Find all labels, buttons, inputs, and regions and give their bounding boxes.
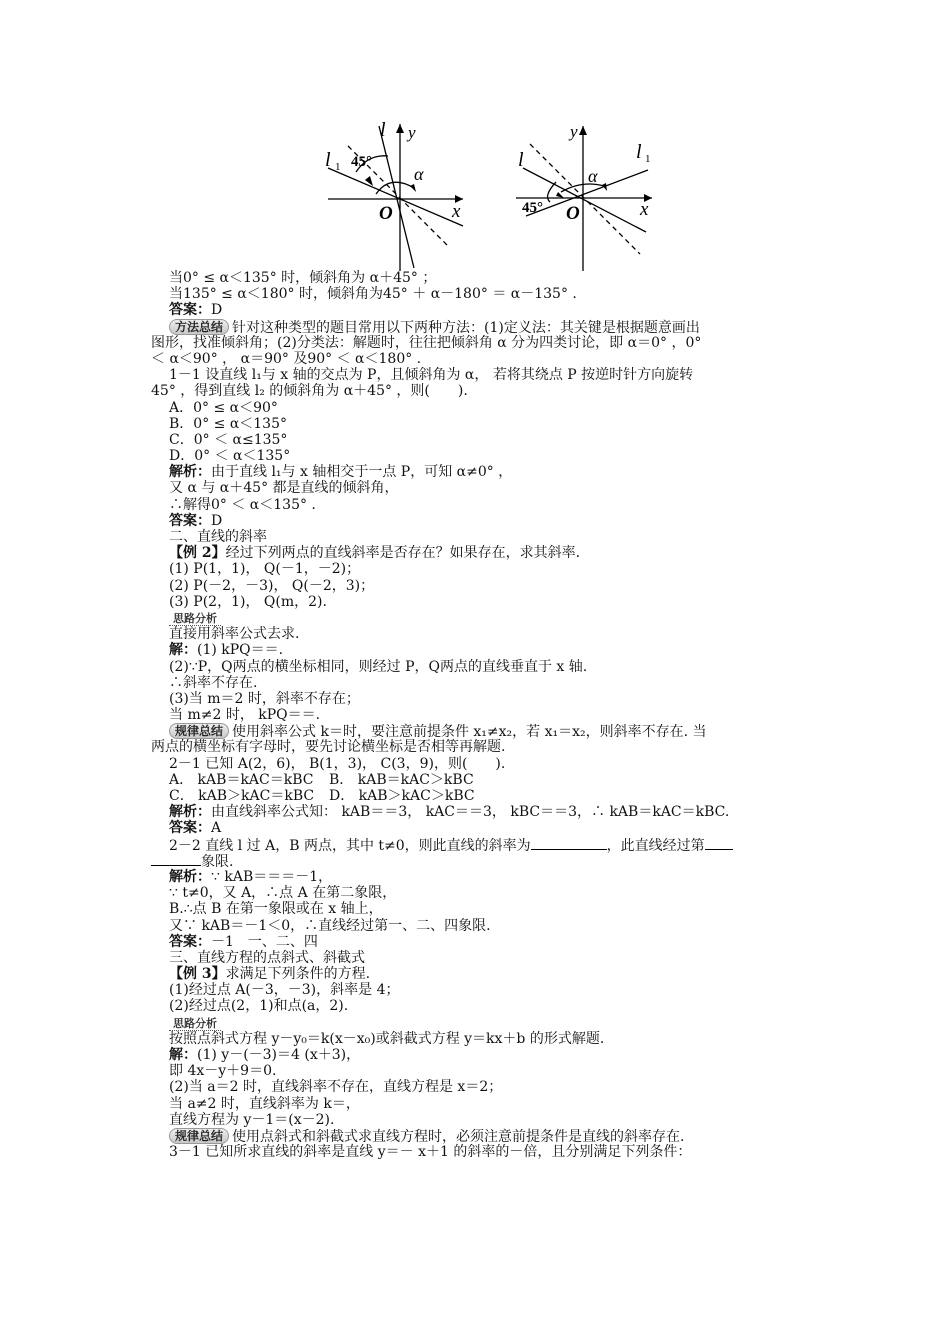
answer-value: －1 一、二、四: [211, 933, 318, 950]
left-alpha-label: α: [414, 164, 424, 184]
left-y-label: y: [408, 123, 416, 142]
fill-blank: [531, 837, 607, 850]
analysis-line: [169, 464, 819, 480]
left-l-label: l: [380, 119, 386, 141]
text-line: 当135° ≤ α＜180° 时，倾斜角为45° ＋ α－180° ＝ α－135° .: [169, 286, 577, 303]
exercise-line: 1－1 设直线 l₁与 x 轴的交点为 P，且倾斜角为 α， 若将其绕点 P 按逆时针方向旋转: [169, 367, 694, 384]
solution-text: (1) kPQ＝＝.: [197, 642, 284, 659]
answer-line: [169, 820, 819, 836]
answer-label: 答案：: [169, 302, 211, 319]
example-line: [169, 966, 819, 982]
right-dashed-line: [530, 144, 640, 254]
analysis-label: 解析：: [169, 868, 211, 885]
analysis-label: 解析：: [169, 464, 211, 481]
analysis-text: 由直线斜率公式知： kAB＝＝3， kAC＝＝3， kBC＝＝3，∴ kAB＝kAC＝kBC.: [211, 804, 730, 821]
section-heading: 二、直线的斜率: [169, 529, 267, 545]
rule-summary-text: 使用斜率公式 k＝时，要注意前提条件 x₁≠x₂，若 x₁＝x₂，则斜率不存在. 当: [232, 724, 707, 741]
option-b: B．0° ≤ α＜135°: [169, 415, 288, 432]
text-line: (2)当 a＝2 时，直线斜率不存在，直线方程是 x＝2；: [169, 1079, 503, 1096]
analysis-text: ∵ kAB＝＝＝－1，: [211, 868, 333, 885]
text-line: 按照点斜式方程 y－y₀＝k(x－x₀)或斜截式方程 y＝kx＋b 的形式解题.: [169, 1030, 605, 1047]
text-line: 又∵ kAB＝－1＜0，∴直线经过第一、二、四象限.: [169, 917, 491, 934]
text-line: 直线方程为 y－1＝(x－2).: [169, 1111, 335, 1128]
text-line: ∴斜率不存在.: [169, 674, 258, 691]
right-x-label: x: [640, 199, 649, 220]
right-line-l1: [526, 170, 648, 216]
solution-line: [169, 1047, 819, 1063]
options-row: [169, 772, 819, 788]
rule-summary-line: [169, 723, 819, 739]
left-figure: [328, 124, 463, 271]
right-origin-label: O: [566, 203, 580, 224]
text-line: (2)∵P，Q两点的横坐标相同，则经过 P，Q两点的直线垂直于 x 轴.: [169, 658, 588, 675]
text-line: 45° ，得到直线 l₂ 的倾斜角为 α＋45° ，则( ).: [151, 383, 468, 400]
text-line: 即 4x－y＋9＝0.: [169, 1063, 277, 1080]
example-text: 经过下列两点的直线斜率是否存在？如果存在，求其斜率.: [225, 545, 581, 562]
right-l1-sub: 1: [645, 153, 651, 165]
answer-line: [169, 513, 819, 529]
exercise-text: 2－2 直线 l 过 A，B 两点，其中 t≠0，则此直线的斜率为: [169, 837, 531, 854]
text-line: 当 a≠2 时，直线斜率为 k＝，: [169, 1095, 360, 1112]
method-summary-tag: 方法总结: [169, 319, 229, 335]
rule-summary-tag: 规律总结: [169, 723, 229, 739]
method-summary-line: [169, 319, 819, 335]
example-text: 求满足下列条件的方程.: [225, 966, 371, 983]
rule-summary-tag: 规律总结: [169, 1128, 229, 1144]
answer-value: A: [211, 820, 222, 837]
text-line-cont: 象限.: [201, 853, 234, 870]
analysis-line: [169, 804, 819, 820]
text-line: [151, 853, 819, 869]
method-summary-text: 针对这种类型的题目常用以下两种方法：(1)定义法：其关键是根据题意画出: [232, 319, 700, 336]
answer-line: [169, 302, 819, 318]
option-d: D． kAB＞kAC＞kBC: [329, 788, 475, 804]
exercise-line: [169, 837, 819, 853]
text-line: B.∴点 B 在第一象限或在 x 轴上，: [169, 901, 383, 918]
right-l1-label: l: [636, 141, 642, 163]
answer-label: 答案：: [169, 820, 211, 837]
rule-summary-line: [169, 1128, 819, 1144]
solution-label: 解：: [169, 1047, 197, 1063]
options-row: [169, 788, 819, 804]
left-line-l1: [328, 168, 463, 226]
right-figure: [516, 126, 652, 271]
text-line: (2) P(－2，－3)， Q(－2，3)；: [169, 577, 375, 594]
text-line: (2)经过点(2，1)和点(a，2).: [169, 998, 349, 1015]
answer-label: 答案：: [169, 512, 211, 529]
option-c: C． kAB＞kAC＝kBC: [169, 788, 315, 804]
solution-label: 解：: [169, 642, 197, 659]
exercise-line: 3－1 已知所求直线的斜率是直线 y＝－ x＋1 的斜率的－倍，且分别满足下列条件：: [169, 1144, 692, 1161]
right-45-label: 45°: [522, 200, 543, 216]
answer-value: D: [211, 512, 223, 529]
option-a: A． kAB＝kAC＝kBC: [169, 771, 314, 788]
left-l1-label: l: [325, 149, 331, 171]
solution-line: [169, 642, 819, 658]
text-line: 两点的横坐标有字母时，要先讨论横坐标是否相等再解题.: [151, 739, 506, 756]
example-label: 【例 3】: [169, 966, 226, 983]
example-label: 【例 2】: [169, 545, 226, 562]
analysis-line: [169, 869, 819, 885]
answer-value: D: [211, 302, 223, 319]
document-body: [151, 270, 819, 1161]
analysis-label: 解析：: [169, 804, 211, 821]
exercise-text-cont: ，此直线经过第: [606, 837, 705, 854]
idea-analysis-line: [169, 610, 819, 626]
example-line: [169, 545, 819, 561]
text-line: 又 α 与 α＋45° 都是直线的倾斜角，: [169, 480, 399, 497]
option-d: D．0° ＜ α＜135°: [169, 448, 291, 465]
text-line: 当0° ≤ α＜135° 时，倾斜角为 α＋45° ；: [169, 270, 437, 286]
left-l1-sub: 1: [335, 161, 341, 173]
left-origin-label: O: [379, 203, 393, 224]
right-y-label: y: [570, 122, 578, 141]
exercise-line: 2－1 已知 A(2，6)， B(1，3)， C(3，9)，则( ).: [169, 755, 506, 772]
idea-analysis-line: [169, 1015, 819, 1031]
rule-summary-text: 使用点斜式和斜截式求直线方程时，必须注意前提条件是直线的斜率存在.: [232, 1128, 685, 1145]
right-alpha-label: α: [588, 166, 598, 186]
option-b: B． kAB＝kAC＞kBC: [329, 771, 474, 788]
idea-analysis-tag: 思路分析: [169, 1017, 221, 1031]
left-x-label: x: [452, 201, 461, 222]
section-heading: 三、直线方程的点斜式、斜截式: [169, 949, 365, 966]
text-line: ∵ t≠0，又 A，∴点 A 在第二象限，: [169, 885, 397, 902]
text-line: 当 m≠2 时， kPQ＝＝.: [169, 707, 321, 724]
text-line: 图形，找准倾斜角；(2)分类法：解题时，往往把倾斜角 α 分为四类讨论，即 α＝0° ，0°: [151, 334, 702, 351]
option-c: C．0° ＜ α≤135°: [169, 431, 288, 448]
idea-analysis-tag: 思路分析: [169, 612, 221, 626]
left-45-label: 45°: [351, 154, 372, 170]
fill-blank: [151, 853, 201, 866]
fill-blank: [705, 837, 733, 850]
right-l-label: l: [518, 149, 524, 171]
solution-text: (1) y－(－3)＝4 (x＋3)，: [197, 1047, 361, 1063]
text-line: ＜ α＜90° ， α＝90° 及90° ＜ α＜180° .: [151, 350, 422, 367]
option-a: A．0° ≤ α＜90°: [169, 399, 278, 416]
angle-figures: [318, 116, 668, 276]
text-line: (1)经过点 A(－3，－3)，斜率是 4；: [169, 982, 400, 999]
text-line: (3) P(2，1)， Q(m，2).: [169, 593, 327, 610]
text-line: (3)当 m＝2 时，斜率不存在；: [169, 690, 360, 707]
analysis-text: 由于直线 l₁与 x 轴相交于一点 P，可知 α≠0° ，: [211, 464, 513, 481]
answer-line: [169, 934, 819, 950]
answer-label: 答案：: [169, 933, 211, 950]
text-line: ∴解得0° ＜ α＜135° .: [169, 496, 316, 513]
text-line: 直接用斜率公式去求.: [169, 626, 300, 643]
text-line: (1) P(1，1)， Q(－1，－2)；: [169, 561, 361, 578]
